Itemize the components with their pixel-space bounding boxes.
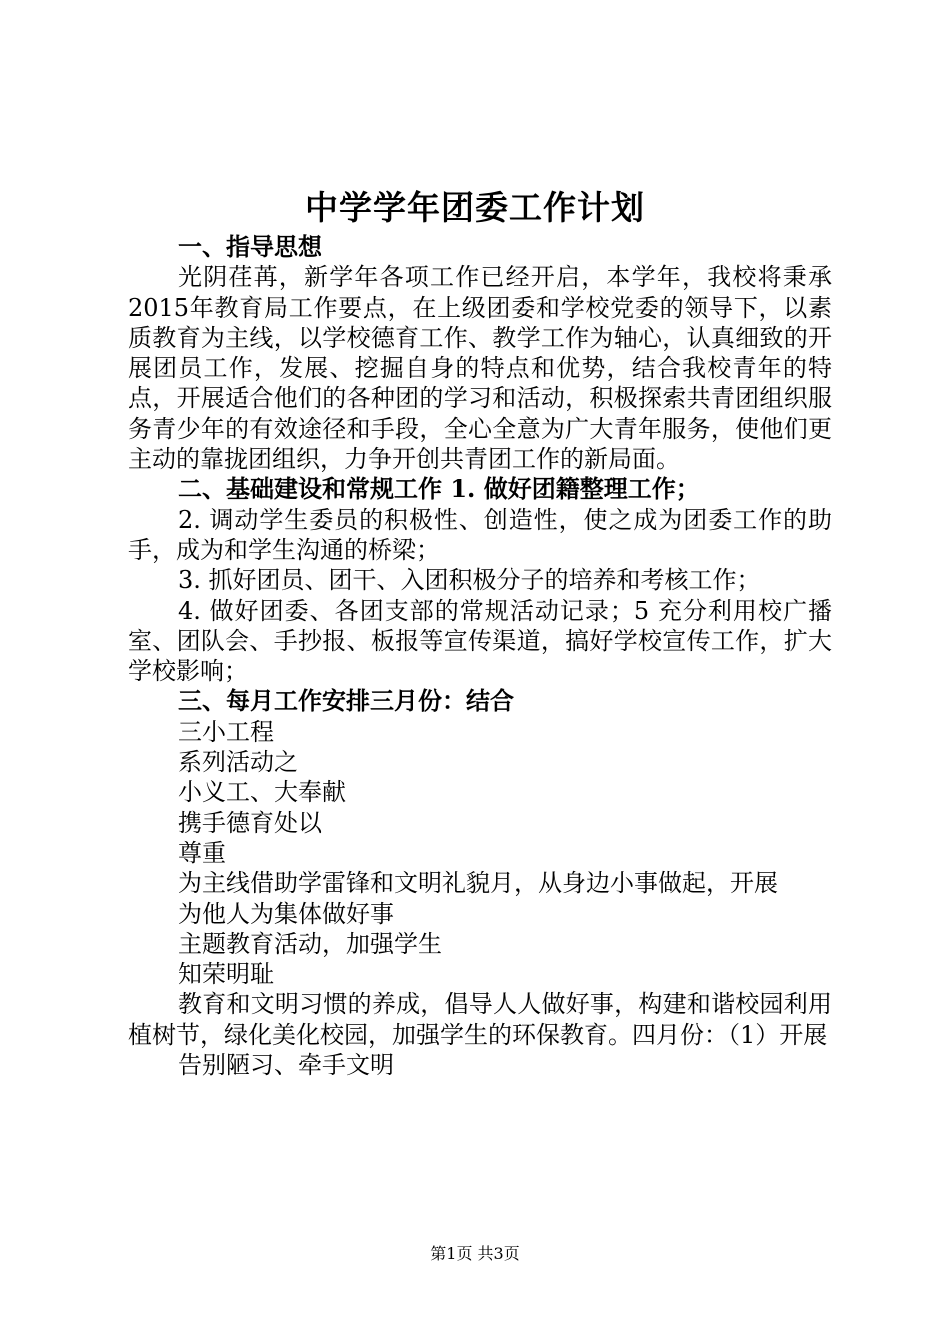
section-heading-1: 一、指导思想	[178, 232, 322, 261]
paragraph-april: 教育和文明习惯的养成，倡导人人做好事，构建和谐校园利用植树节，绿化美化校园，加强学生的环保教育。四月份：（1）开展	[128, 990, 832, 1049]
text-line: 为他人为集体做好事	[178, 899, 394, 928]
text-line: 三小工程	[178, 717, 274, 746]
document-title: 中学学年团委工作计划	[305, 188, 645, 227]
section-heading-3: 三、每月工作安排三月份：结合	[178, 686, 514, 716]
paragraph-item-3: 3. 抓好团员、团干、入团积极分子的培养和考核工作；	[178, 566, 761, 595]
paragraph-item-2: 2. 调动学生委员的积极性、创造性，使之成为团委工作的助手，成为和学生沟通的桥梁；	[128, 505, 832, 564]
text-line: 小义工、大奉献	[178, 778, 346, 807]
text-line: 为主线借助学雷锋和文明礼貌月，从身边小事做起，开展	[178, 869, 778, 898]
document-body	[128, 232, 832, 1080]
text-line: 主题教育活动，加强学生	[178, 929, 442, 958]
text-line: 系列活动之	[178, 748, 298, 777]
text-line: 告别陋习、牵手文明	[178, 1051, 394, 1080]
text-line: 尊重	[178, 838, 226, 867]
text-line: 携手德育处以	[178, 808, 322, 837]
paragraph-intro: 光阴荏苒，新学年各项工作已经开启，本学年，我校将秉承2015年教育局工作要点，在上级团委和学校党委的领导下，以素质教育为主线，以学校德育工作、教学工作为轴心，认真细致的开展团员工作，发展、挖掘自身的特点和优势，结合我校青年的特点，开展适合他们的各种团的学习和活动，积极探索共青团组织服务青少年的有效途径和手段，全心全意为广大青年服务，使他们更主动的靠拢团组织，力争开创共青团工作的新局面。	[128, 263, 832, 474]
text-line: 知荣明耻	[178, 960, 274, 989]
paragraph-item-4: 4. 做好团委、各团支部的常规活动记录；5 充分利用校广播室、团队会、手抄报、板报等宣传渠道，搞好学校宣传工作，扩大学校影响；	[128, 596, 832, 686]
page-footer: 第1页 共3页	[430, 1244, 520, 1263]
section-heading-2: 二、基础建设和常规工作 1. 做好团籍整理工作；	[178, 474, 700, 504]
